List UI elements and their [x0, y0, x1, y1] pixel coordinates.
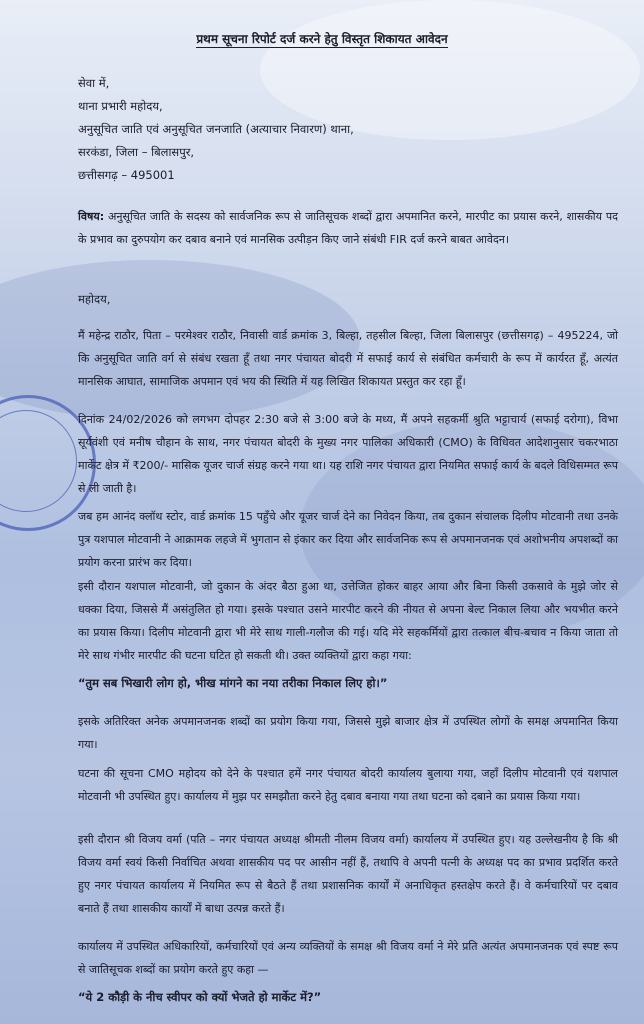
address-line-5: छत्तीसगढ़ – 495001: [78, 168, 175, 182]
paragraph-7: इसी दौरान श्री विजय वर्मा (पति – नगर पंचायत अध्यक्ष श्रीमती नीलम विजय वर्मा) कार्यालय में उपस्थित हुए। यह उल्लेखनीय है कि श्री विजय वर्मा स्वयं किसी निर्वाचित अथवा शासकीय पद पर आसीन नहीं हैं, तथापि वे अपनी पत्नी के अध्यक्ष पद का प्रभाव प्रदर्शित करते हुए नगर पंचायत कार्यालय में नियमित रूप से बैठते हैं तथा प्रशासनिक कार्यों में अनाधिकृत हस्तक्षेप करते हैं। वे कर्मचारियों पर दबाव बनाते हैं तथा शासकीय कार्यों में बाधा उत्पन्न करते हैं।: [78, 833, 618, 915]
subject: [78, 205, 618, 251]
address-line-4: सरकंडा, जिला – बिलासपुर,: [78, 145, 195, 159]
quote-1: “तुम सब भिखारी लोग हो, भीख मांगने का नया तरीका निकाल लिए हो।”: [78, 676, 388, 690]
subject-text: अनुसूचित जाति के सदस्य को सार्वजनिक रूप से जातिसूचक शब्दों द्वारा अपमानित करने, मारपीट का प्रयास करने, शासकीय पद के प्रभाव का दुरुपयोग कर दबाव बनाने एवं मानसिक उत्पीड़न किए जाने संबंधी FIR दर्ज करने बाबत आवेदन।: [78, 210, 618, 246]
paragraph-2: दिनांक 24/02/2026 को लगभग दोपहर 2:30 बजे से 3:00 बजे के मध्य, मैं अपने सहकर्मी श्रुति भट्टाचार्य (सफाई दरोगा), विभा सूर्यवंशी एवं मनीष चौहान के साथ, नगर पंचायत बोदरी के मुख्य नगर पालिका अधिकारी (CMO) के विधिवत आदेशानुसार चकरभाठा मार्केट क्षेत्र में ₹200/- मासिक यूजर चार्ज संग्रह करने गया था। यह राशि नगर पंचायत द्वारा नियमित सफाई कार्य के बदले विधिसम्मत रूप से ली जाती है।: [78, 413, 618, 495]
salutation: महोदय,: [78, 292, 111, 306]
paragraph-6: घटना की सूचना CMO महोदय को देने के पश्चात हमें नगर पंचायत बोदरी कार्यालय बुलाया गया, जहाँ दिलीप मोटवानी एवं यशपाल मोटवानी भी उपस्थित हुए। कार्यालय में मुझ पर समझौता करने हेतु दबाव बनाया गया तथा घटना को दबाने का प्रयास किया गया।: [78, 767, 618, 803]
subject-label: विषय:: [78, 210, 105, 223]
paragraph-1: मैं महेन्द्र राठौर, पिता – परमेश्वर राठौर, निवासी वार्ड क्रमांक 3, बिल्हा, तहसील बिल्हा, जिला बिलासपुर (छत्तीसगढ़) – 495224, जो कि अनुसूचित जाति वर्ग से संबंध रखता हूँ तथा नगर पंचायत बोदरी में सफाई कार्य से संबंधित कर्मचारी के रूप में कार्यरत हूँ, अत्यंत मानसिक आघात, सामाजिक अपमान एवं भय की स्थिति में यह लिखित शिकायत प्रस्तुत कर रहा हूँ।: [78, 329, 618, 388]
address-line-3: अनुसूचित जाति एवं अनुसूचित जनजाति (अत्याचार निवारण) थाना,: [78, 122, 354, 136]
address-line-2: थाना प्रभारी महोदय,: [78, 99, 163, 113]
paragraph-8: कार्यालय में उपस्थित अधिकारियों, कर्मचारियों एवं अन्य व्यक्तियों के समक्ष श्री विजय वर्मा ने मेरे प्रति अत्यंत अपमानजनक एवं स्पष्ट रूप से जातिसूचक शब्दों का प्रयोग करते हुए कहा —: [78, 940, 618, 976]
paragraph-5: इसके अतिरिक्त अनेक अपमानजनक शब्दों का प्रयोग किया गया, जिससे मुझे बाजार क्षेत्र में उपस्थित लोगों के समक्ष अपमानित किया गया।: [78, 715, 618, 751]
paragraph-4: इसी दौरान यशपाल मोटवानी, जो दुकान के अंदर बैठा हुआ था, उत्तेजित होकर बाहर आया और बिना किसी उकसावे के मुझे जोर से धक्का दिया, जिससे मैं असंतुलित हो गया। इसके पश्चात उसने मारपीट करने की नीयत से अपना बेल्ट निकाल लिया और भयभीत करने का प्रयास किया। दिलीप मोटवानी द्वारा भी मेरे साथ गाली-गलौज की गई। यदि मेरे सहकर्मियों द्वारा तत्काल बीच-बचाव न किया जाता तो मेरे साथ गंभीर मारपीट की घटना घटित हो सकती थी। उक्त व्यक्तियों द्वारा कहा गया:: [78, 580, 618, 662]
stamp-inner-ring: [0, 410, 77, 512]
address-line-1: सेवा में,: [78, 76, 110, 90]
document-title: प्रथम सूचना रिपोर्ट दर्ज करने हेतु विस्तृत शिकायत आवेदन: [196, 32, 448, 46]
quote-2: “ये 2 कौड़ी के नीच स्वीपर को क्यों भेजते हो मार्केट में?”: [78, 990, 322, 1004]
paragraph-3: जब हम आनंद क्लॉथ स्टोर, वार्ड क्रमांक 15 पहुँचे और यूजर चार्ज देने का निवेदन किया, तब दुकान संचालक दिलीप मोटवानी तथा उनके पुत्र यशपाल मोटवानी ने आक्रामक लहजे में भुगतान से इंकार कर दिया और सार्वजनिक रूप से अपमानजनक एवं अशोभनीय अपशब्दों का प्रयोग करना प्रारंभ कर दिया।: [78, 510, 618, 569]
